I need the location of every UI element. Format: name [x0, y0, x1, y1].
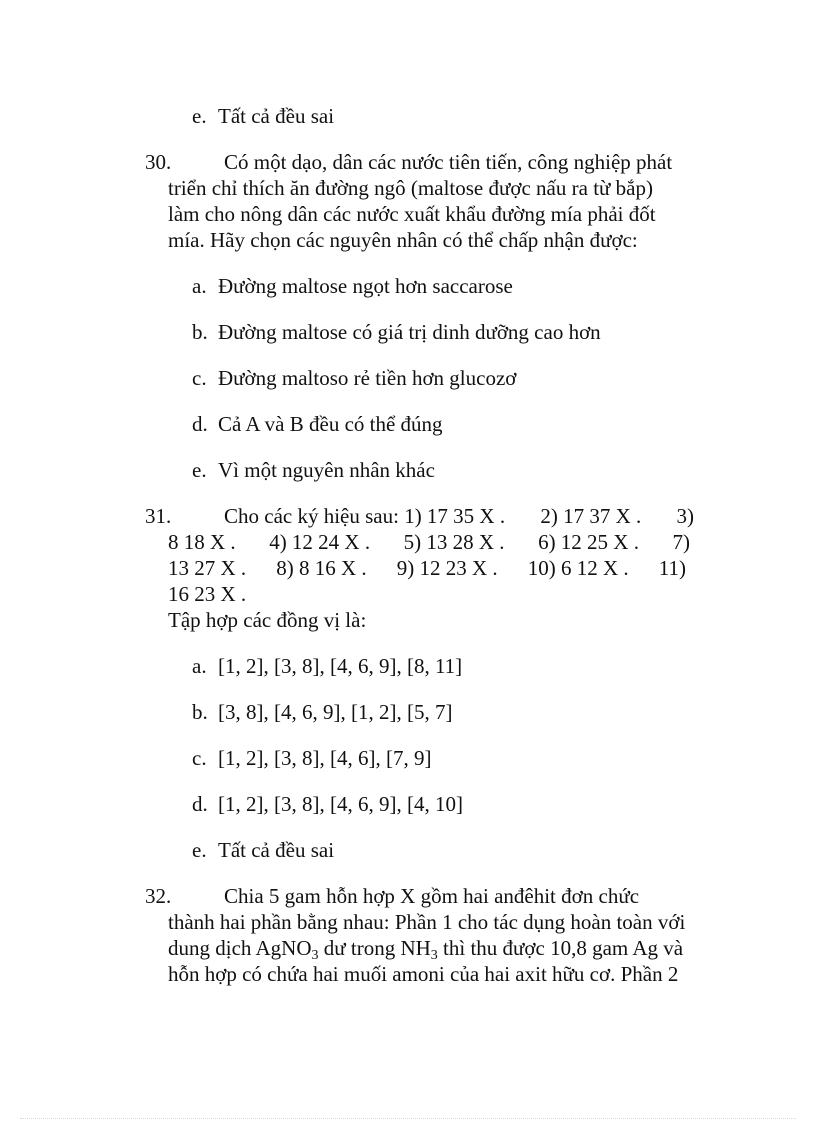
question-text-line: hỗn hợp có chứa hai muối amoni của hai axit hữu cơ. Phần 2	[168, 962, 679, 986]
option-letter: a.	[192, 274, 207, 298]
isotope-symbol: 4) 12 24 X .	[269, 530, 371, 554]
option-text: Đường maltose có giá trị dinh dưỡng cao hơn	[218, 320, 601, 344]
isotope-symbol: 5) 13 28 X .	[403, 530, 505, 554]
question-number: 30.	[145, 150, 172, 174]
question-text-line	[168, 935, 683, 961]
isotope-symbol: 9) 12 23 X .	[396, 556, 498, 580]
question-number: 31.	[145, 504, 172, 528]
answer-option[interactable]	[192, 745, 431, 771]
question-intro: Cho các ký hiệu sau:	[224, 504, 399, 528]
answer-option[interactable]	[192, 411, 443, 437]
option-letter: e.	[192, 838, 207, 862]
option-text: Tất cả đều sai	[218, 838, 335, 862]
isotope-symbol: 16 23 X .	[168, 582, 247, 606]
page-bottom-divider	[20, 1118, 796, 1119]
isotope-symbol: 8) 8 16 X .	[276, 556, 367, 580]
option-letter: d.	[192, 412, 208, 436]
option-letter: e.	[192, 458, 207, 482]
option-letter: d.	[192, 792, 208, 816]
question-text-line: mía. Hãy chọn các nguyên nhân có thể chấp nhận được:	[168, 228, 638, 252]
answer-option[interactable]	[192, 837, 334, 863]
isotope-symbol: 10) 6 12 X .	[527, 556, 629, 580]
answer-option[interactable]	[192, 791, 463, 817]
answer-option[interactable]	[192, 103, 334, 129]
isotope-symbol: 1) 17 35 X .	[404, 504, 506, 528]
question-text-line: Chia 5 gam hỗn hợp X gồm hai anđêhit đơn chức	[224, 884, 640, 908]
option-letter: c.	[192, 366, 207, 390]
answer-option[interactable]	[192, 319, 601, 345]
question-text-line: Có một dạo, dân các nước tiên tiến, công nghiệp phát	[224, 150, 673, 174]
subscript: 3	[430, 948, 438, 963]
option-text: Đường maltose ngọt hơn saccarose	[218, 274, 513, 298]
isotope-symbol: 6) 12 25 X .	[538, 530, 639, 554]
isotope-symbol: 3)	[676, 504, 694, 528]
question-text-line	[224, 503, 694, 529]
option-text: [1, 2], [3, 8], [4, 6, 9], [8, 11]	[218, 654, 463, 678]
option-text: [1, 2], [3, 8], [4, 6], [7, 9]	[218, 746, 432, 770]
option-letter: a.	[192, 654, 207, 678]
text-fragment: thì thu được 10,8 gam Ag và	[437, 936, 684, 960]
option-text: Cả A và B đều có thể đúng	[218, 412, 443, 436]
isotope-symbol: 7)	[672, 530, 690, 554]
answer-option[interactable]	[192, 457, 435, 483]
question-text-line: làm cho nông dân các nước xuất khẩu đường mía phải đốt	[168, 202, 656, 226]
subscript: 3	[311, 948, 319, 963]
answer-option[interactable]	[192, 653, 462, 679]
isotope-symbol: 8 18 X .	[168, 530, 236, 554]
question-text-line: Tập hợp các đồng vị là:	[168, 608, 367, 632]
option-text: [1, 2], [3, 8], [4, 6, 9], [4, 10]	[218, 792, 463, 816]
option-letter: b.	[192, 320, 208, 344]
text-fragment: dung dịch AgNO	[168, 936, 312, 960]
option-text: Đường maltoso rẻ tiền hơn glucozơ	[218, 366, 517, 390]
answer-option[interactable]	[192, 273, 513, 299]
symbol-row	[168, 555, 686, 581]
option-text: [3, 8], [4, 6, 9], [1, 2], [5, 7]	[218, 700, 453, 724]
option-letter: b.	[192, 700, 208, 724]
option-text: Vì một nguyên nhân khác	[218, 458, 435, 482]
option-letter: c.	[192, 746, 207, 770]
question-number: 32.	[145, 884, 172, 908]
question-text-line: triển chỉ thích ăn đường ngô (maltose được nấu ra từ bắp)	[168, 176, 653, 200]
question-text-line: thành hai phần bằng nhau: Phần 1 cho tác dụng hoàn toàn với	[168, 910, 686, 934]
option-letter: e.	[192, 104, 207, 128]
symbol-row	[224, 503, 694, 529]
option-text: Tất cả đều sai	[218, 104, 335, 128]
answer-option[interactable]	[192, 699, 452, 725]
isotope-symbol: 11)	[658, 556, 686, 580]
isotope-symbol: 13 27 X .	[168, 556, 247, 580]
symbol-row	[168, 529, 690, 555]
text-fragment: dư trong NH	[318, 936, 431, 960]
isotope-symbol: 2) 17 37 X .	[540, 504, 642, 528]
answer-option[interactable]	[192, 365, 516, 391]
